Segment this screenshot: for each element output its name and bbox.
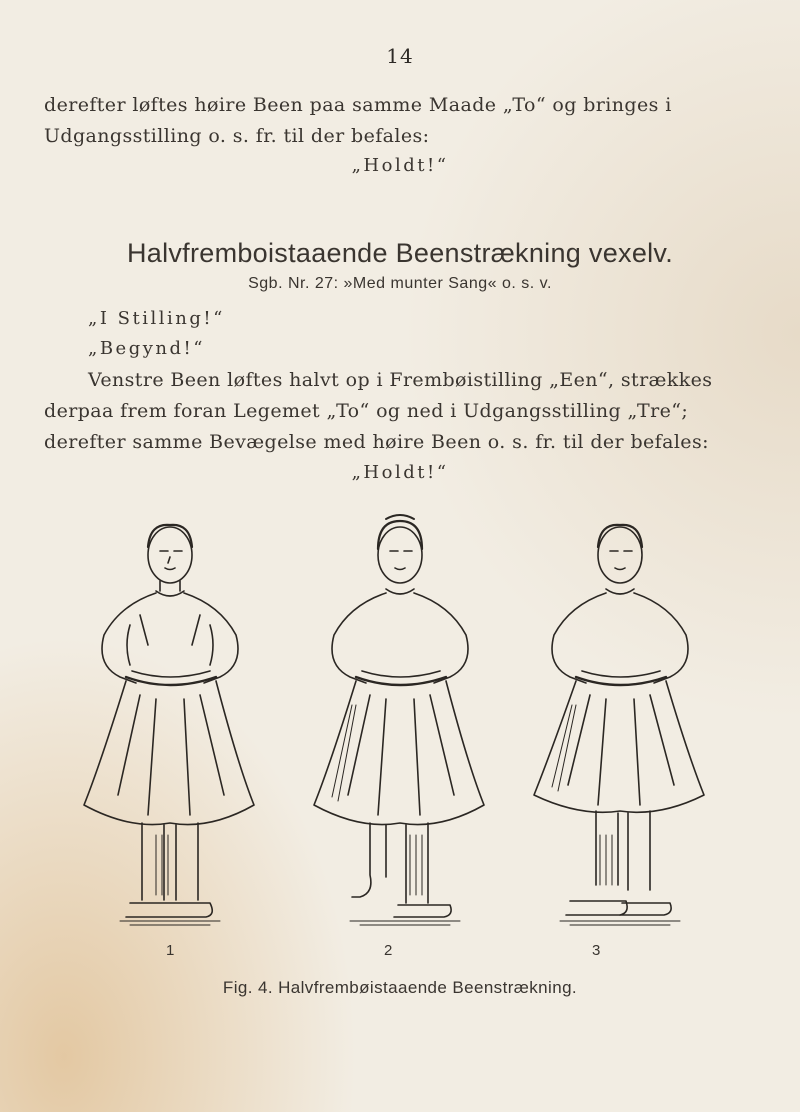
figure-label-1: 1 [166,942,175,959]
command-begin: „Begynd!“ [88,338,205,359]
command-halt-1: „Holdt!“ [351,155,449,176]
command-halt-2: „Holdt!“ [351,462,449,483]
command-position: „I Stilling!“ [88,308,225,329]
section-heading: Halvfremboistaaende Beenstrækning vexelv. [126,238,674,268]
exercise-description: Venstre Been løftes halvt op i Frembøistilling „Een“, strækkes derpaa frem foran Legemet „To“ og ned i Udgangsstilling „Tre“; derefter samme Bevægelse med høire Been o. s. fr. til der befales: [44,369,713,453]
figure-caption: Fig. 4. Halvfrembøistaaende Beenstrækning. [222,978,578,997]
exercise-illustration [60,505,740,935]
figure-label-2: 2 [384,942,393,959]
page-number: 14 [386,44,414,68]
figure-label-3: 3 [592,942,601,959]
girl-figure-2 [314,515,484,925]
paragraph-continuation: derefter løftes høire Been paa samme Maade „To“ og bringes i Udgangsstilling o. s. fr. til der befales: [44,94,672,147]
girl-figure-1 [84,525,254,925]
song-reference: Sgb. Nr. 27: »Med munter Sang« o. s. v. [248,275,552,292]
girl-figure-3 [534,525,704,925]
